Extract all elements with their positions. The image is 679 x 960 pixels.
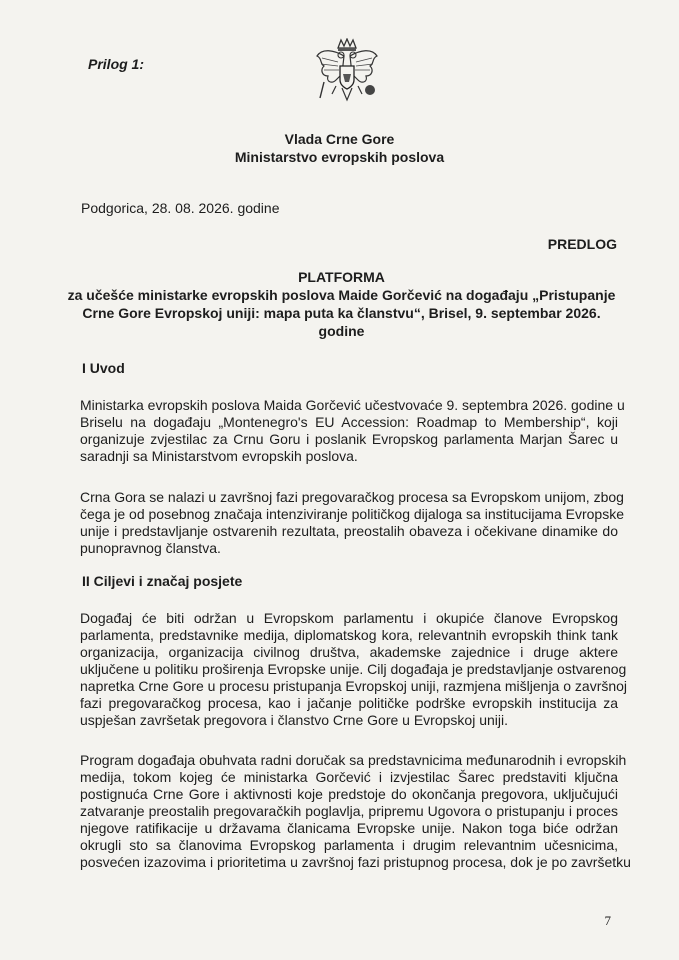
text-line: unije i predstavljanje ostvarenih rezultata, preostalih obaveza i očekivane dinamike do bbox=[80, 523, 618, 539]
section-heading-intro: I Uvod bbox=[82, 360, 125, 376]
title-line: godine bbox=[318, 323, 365, 339]
section-heading-goals: II Ciljevi i značaj posjete bbox=[82, 573, 243, 589]
paragraph bbox=[80, 397, 625, 465]
text-line: fazi pregovaračkog procesa, kao i jačanje političke podrške evropskih institucija za bbox=[80, 695, 618, 711]
text-line: organizacija, organizacija civilnog društva, akademske zajednice i druge aktere bbox=[80, 644, 618, 660]
status-label: PREDLOG bbox=[547, 236, 617, 252]
government-heading bbox=[0, 130, 679, 166]
coat-of-arms-icon bbox=[314, 38, 380, 110]
paragraph bbox=[80, 489, 624, 557]
text-line: saradnji sa Ministarstvom evropskih poslova. bbox=[80, 448, 358, 464]
text-line: njegove ratifikacije u državama članicama Evropske unije. Nakon toga biće održan bbox=[80, 820, 618, 836]
text-line: čega je od posebnog značaja intenziviranje političkog dijaloga sa institucijama Evropske bbox=[80, 506, 624, 522]
text-line: punopravnog članstva. bbox=[80, 540, 221, 556]
text-line: medija, tokom kojeg će ministarka Gorčević i izvjestilac Šarec predstaviti ključna bbox=[80, 769, 618, 785]
paragraph bbox=[80, 752, 631, 871]
text-line: okrugli sto sa članovima Evropskog parlamenta i drugim relevantnim učesnicima, bbox=[80, 837, 618, 853]
text-line: organizuje zvjestilac za Crnu Goru i poslanik Evropskog parlamenta Marjan Šarec u bbox=[80, 431, 618, 447]
text-line: napretka Crne Gore u procesu pristupanja Evropskoj uniji, razmjena mišljenja o završnoj bbox=[80, 678, 628, 694]
text-line: postignuća Crne Gore i aktivnosti koje predstoje do okončanja pregovora, uključujući bbox=[80, 786, 618, 802]
page-number: 7 bbox=[604, 913, 611, 928]
government-name: Vlada Crne Gore bbox=[284, 131, 395, 147]
text-line: posvećen izazovima i prioritetima u završnoj fazi pristupnog procesa, dok je po završetku bbox=[80, 854, 631, 870]
ministry-name: Ministarstvo evropskih poslova bbox=[234, 149, 445, 165]
text-line: uključene u politiku proširenja Evropske unije. Cilj događaja je predstavljanje ostvarenog bbox=[80, 661, 627, 677]
text-line: uspješan završetak pregovora i članstvo Crne Gore u Evropskoj uniji. bbox=[80, 712, 508, 728]
paragraph bbox=[80, 610, 628, 729]
title-line: Crne Gore Evropskoj uniji: mapa puta ka članstvu“, Brisel, 9. septembar 2026. bbox=[82, 305, 601, 321]
text-line: parlamenta, predstavnike medija, diplomatskog kora, relevantnih evropskih think tank bbox=[80, 627, 618, 643]
text-line: Crna Gora se nalazi u završnoj fazi pregovaračkog procesa sa Evropskom unijom, zbog bbox=[80, 489, 624, 505]
text-line: Program događaja obuhvata radni doručak sa predstavnicima međunarodnih i evropskih bbox=[80, 752, 627, 768]
date-line: Podgorica, 28. 08. 2026. godine bbox=[81, 200, 280, 216]
text-line: Događaj će biti održan u Evropskom parlamentu i okupiće članove Evropskog bbox=[80, 610, 618, 626]
text-line: zatvaranje preostalih pregovaračkih poglavlja, pripremu Ugovora o pristupanju i proces bbox=[80, 803, 618, 819]
text-line: Briselu na događaju „Montenegro's EU Accession: Roadmap to Membership“, koji bbox=[80, 414, 618, 430]
document-title bbox=[66, 268, 617, 340]
title-line: za učešće ministarke evropskih poslova Maide Gorčević na događaju „Pristupanje bbox=[67, 287, 616, 303]
annex-label: Prilog 1: bbox=[88, 56, 145, 72]
text-line: Ministarka evropskih poslova Maida Gorčević učestvovaće 9. septembra 2026. godine u bbox=[80, 397, 625, 413]
title-main: PLATFORMA bbox=[298, 269, 385, 285]
